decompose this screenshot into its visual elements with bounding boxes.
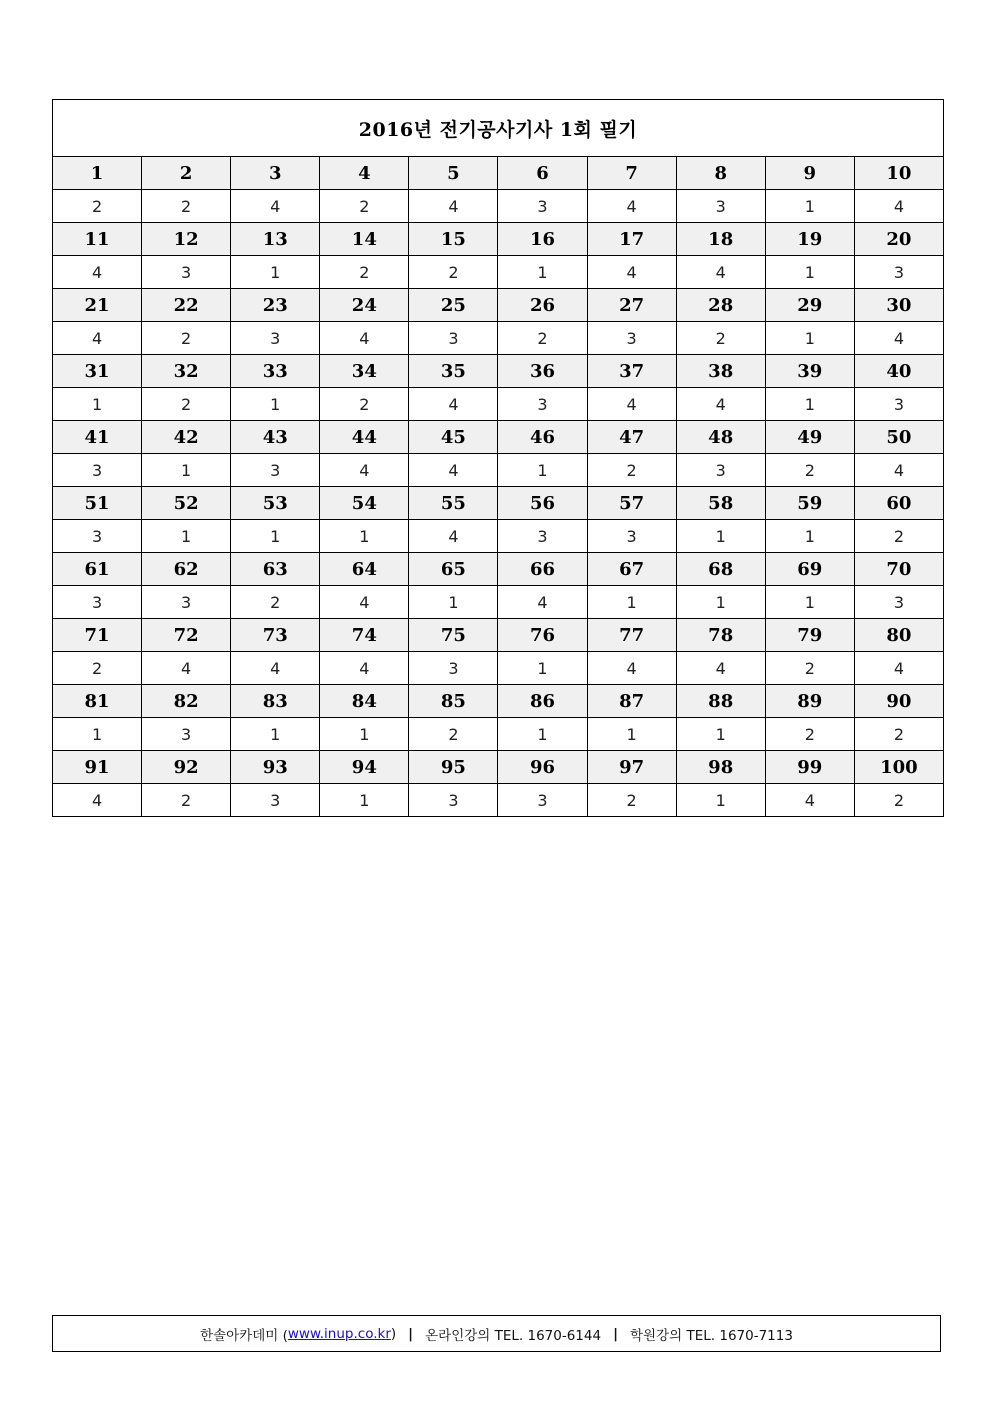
question-number: 10 [854, 157, 943, 190]
question-number: 12 [142, 223, 231, 256]
answer-value: 1 [765, 256, 854, 289]
answer-value: 2 [231, 586, 320, 619]
question-number-row [53, 355, 944, 388]
answer-value: 1 [765, 520, 854, 553]
answer-value: 1 [765, 322, 854, 355]
answer-value: 1 [320, 784, 409, 817]
question-number: 24 [320, 289, 409, 322]
question-number: 90 [854, 685, 943, 718]
question-number: 84 [320, 685, 409, 718]
answer-value: 2 [142, 388, 231, 421]
answer-row [53, 784, 944, 817]
answer-value: 1 [765, 586, 854, 619]
question-number: 16 [498, 223, 587, 256]
question-number: 3 [231, 157, 320, 190]
footer-website-link[interactable]: www.inup.co.kr [287, 1325, 391, 1342]
question-number: 14 [320, 223, 409, 256]
answer-value: 3 [53, 454, 142, 487]
answer-sheet [52, 99, 944, 817]
question-number: 67 [587, 553, 676, 586]
question-number: 28 [676, 289, 765, 322]
answer-value: 2 [320, 388, 409, 421]
question-number: 26 [498, 289, 587, 322]
answer-value: 2 [498, 322, 587, 355]
question-number: 51 [53, 487, 142, 520]
answer-value: 2 [765, 718, 854, 751]
question-number: 17 [587, 223, 676, 256]
answer-value: 3 [142, 256, 231, 289]
answer-value: 4 [53, 322, 142, 355]
question-number: 5 [409, 157, 498, 190]
question-number: 72 [142, 619, 231, 652]
question-number: 81 [53, 685, 142, 718]
answer-value: 4 [854, 322, 943, 355]
question-number: 35 [409, 355, 498, 388]
question-number-row [53, 289, 944, 322]
answer-value: 1 [676, 586, 765, 619]
question-number: 53 [231, 487, 320, 520]
question-number: 52 [142, 487, 231, 520]
question-number-row [53, 685, 944, 718]
question-number: 85 [409, 685, 498, 718]
answer-value: 3 [53, 586, 142, 619]
footer-academy-close: ) [390, 1325, 397, 1342]
answer-value: 1 [231, 256, 320, 289]
answer-value: 2 [53, 190, 142, 223]
answer-value: 4 [320, 454, 409, 487]
answer-value: 2 [854, 784, 943, 817]
question-number: 48 [676, 421, 765, 454]
answer-value: 1 [53, 388, 142, 421]
question-number: 86 [498, 685, 587, 718]
answer-value: 3 [53, 520, 142, 553]
question-number: 9 [765, 157, 854, 190]
answer-value: 4 [587, 256, 676, 289]
question-number: 19 [765, 223, 854, 256]
footer-separator: | [408, 1325, 414, 1342]
answer-row [53, 190, 944, 223]
question-number: 27 [587, 289, 676, 322]
question-number: 58 [676, 487, 765, 520]
question-number: 15 [409, 223, 498, 256]
question-number-row [53, 421, 944, 454]
question-number: 74 [320, 619, 409, 652]
question-number: 1 [53, 157, 142, 190]
answer-value: 4 [409, 388, 498, 421]
question-number: 4 [320, 157, 409, 190]
question-number: 11 [53, 223, 142, 256]
answer-row [53, 586, 944, 619]
answer-value: 4 [320, 652, 409, 685]
question-number: 36 [498, 355, 587, 388]
answer-value: 3 [587, 322, 676, 355]
question-number: 22 [142, 289, 231, 322]
answer-value: 1 [53, 718, 142, 751]
question-number: 62 [142, 553, 231, 586]
question-number: 38 [676, 355, 765, 388]
question-number: 94 [320, 751, 409, 784]
answer-row [53, 652, 944, 685]
question-number: 56 [498, 487, 587, 520]
answer-value: 1 [320, 718, 409, 751]
answer-value: 2 [587, 454, 676, 487]
footer-offline-phone: 학원강의 TEL. 1670-7113 [630, 1327, 793, 1344]
question-number: 39 [765, 355, 854, 388]
question-number-row [53, 223, 944, 256]
answer-value: 4 [53, 256, 142, 289]
answer-value: 3 [854, 586, 943, 619]
question-number: 92 [142, 751, 231, 784]
question-number: 20 [854, 223, 943, 256]
question-number: 99 [765, 751, 854, 784]
question-number: 69 [765, 553, 854, 586]
question-number: 7 [587, 157, 676, 190]
question-number: 37 [587, 355, 676, 388]
answer-value: 2 [765, 652, 854, 685]
question-number: 8 [676, 157, 765, 190]
answer-value: 3 [854, 256, 943, 289]
title-row [53, 100, 944, 157]
answer-value: 4 [320, 586, 409, 619]
answer-value: 3 [498, 388, 587, 421]
answer-value: 1 [498, 454, 587, 487]
question-number: 71 [53, 619, 142, 652]
answer-value: 2 [765, 454, 854, 487]
question-number: 60 [854, 487, 943, 520]
question-number: 97 [587, 751, 676, 784]
answer-value: 1 [498, 652, 587, 685]
answer-value: 4 [854, 652, 943, 685]
question-number: 66 [498, 553, 587, 586]
question-number-row [53, 751, 944, 784]
footer [52, 1315, 941, 1352]
question-number: 91 [53, 751, 142, 784]
answer-value: 4 [676, 652, 765, 685]
question-number: 64 [320, 553, 409, 586]
answer-value: 4 [854, 190, 943, 223]
question-number: 98 [676, 751, 765, 784]
question-number: 21 [53, 289, 142, 322]
answer-value: 1 [498, 256, 587, 289]
question-number: 45 [409, 421, 498, 454]
question-number: 25 [409, 289, 498, 322]
question-number: 6 [498, 157, 587, 190]
question-number: 88 [676, 685, 765, 718]
answer-value: 4 [409, 454, 498, 487]
answer-value: 1 [765, 388, 854, 421]
page-title: 2016년 전기공사기사 1회 필기 [53, 100, 944, 157]
answer-value: 1 [409, 586, 498, 619]
answer-value: 4 [587, 190, 676, 223]
question-number: 87 [587, 685, 676, 718]
answer-value: 4 [587, 652, 676, 685]
question-number-row [53, 619, 944, 652]
question-number: 65 [409, 553, 498, 586]
answer-value: 1 [765, 190, 854, 223]
answer-row [53, 388, 944, 421]
answer-row [53, 322, 944, 355]
answer-value: 2 [409, 718, 498, 751]
question-number: 93 [231, 751, 320, 784]
question-number: 29 [765, 289, 854, 322]
answer-value: 2 [320, 256, 409, 289]
answer-value: 4 [53, 784, 142, 817]
answer-value: 3 [498, 784, 587, 817]
answer-value: 4 [587, 388, 676, 421]
answer-value: 1 [231, 718, 320, 751]
question-number: 23 [231, 289, 320, 322]
answer-value: 4 [676, 256, 765, 289]
answer-value: 3 [676, 190, 765, 223]
question-number: 77 [587, 619, 676, 652]
question-number: 13 [231, 223, 320, 256]
question-number: 18 [676, 223, 765, 256]
answer-value: 3 [231, 784, 320, 817]
answer-value: 3 [231, 322, 320, 355]
question-number: 78 [676, 619, 765, 652]
answer-value: 1 [676, 784, 765, 817]
question-number: 47 [587, 421, 676, 454]
answer-value: 4 [142, 652, 231, 685]
question-number: 79 [765, 619, 854, 652]
question-number: 70 [854, 553, 943, 586]
question-number: 46 [498, 421, 587, 454]
question-number: 73 [231, 619, 320, 652]
question-number: 61 [53, 553, 142, 586]
answer-value: 4 [409, 190, 498, 223]
question-number: 57 [587, 487, 676, 520]
answer-value: 3 [676, 454, 765, 487]
answer-value: 1 [676, 718, 765, 751]
answer-value: 2 [409, 256, 498, 289]
answer-value: 2 [587, 784, 676, 817]
question-number: 54 [320, 487, 409, 520]
question-number: 96 [498, 751, 587, 784]
answer-value: 1 [142, 520, 231, 553]
answer-value: 3 [231, 454, 320, 487]
question-number: 33 [231, 355, 320, 388]
answer-value: 2 [676, 322, 765, 355]
answer-value: 1 [320, 520, 409, 553]
answer-value: 1 [231, 388, 320, 421]
answer-value: 2 [53, 652, 142, 685]
footer-academy: 한솔아카데미 ( [200, 1327, 288, 1344]
answer-value: 2 [854, 718, 943, 751]
answer-value: 1 [142, 454, 231, 487]
question-number: 83 [231, 685, 320, 718]
answer-value: 3 [587, 520, 676, 553]
question-number: 89 [765, 685, 854, 718]
answer-value: 1 [587, 718, 676, 751]
question-number: 100 [854, 751, 943, 784]
answer-row [53, 256, 944, 289]
footer-online-phone: 온라인강의 TEL. 1670-6144 [425, 1327, 602, 1344]
answer-row [53, 454, 944, 487]
question-number: 32 [142, 355, 231, 388]
answer-table [52, 99, 944, 817]
answer-value: 4 [854, 454, 943, 487]
answer-value: 2 [142, 190, 231, 223]
question-number: 75 [409, 619, 498, 652]
answer-value: 4 [231, 652, 320, 685]
footer-separator: | [613, 1325, 619, 1342]
answer-value: 4 [409, 520, 498, 553]
question-number: 95 [409, 751, 498, 784]
question-number: 42 [142, 421, 231, 454]
question-number: 2 [142, 157, 231, 190]
question-number: 82 [142, 685, 231, 718]
question-number: 44 [320, 421, 409, 454]
question-number: 41 [53, 421, 142, 454]
question-number-row [53, 487, 944, 520]
answer-value: 2 [854, 520, 943, 553]
question-number: 43 [231, 421, 320, 454]
answer-value: 4 [765, 784, 854, 817]
answer-value: 3 [498, 190, 587, 223]
answer-value: 1 [676, 520, 765, 553]
question-number: 68 [676, 553, 765, 586]
question-number: 40 [854, 355, 943, 388]
answer-row [53, 520, 944, 553]
answer-value: 4 [320, 322, 409, 355]
answer-value: 4 [676, 388, 765, 421]
answer-value: 1 [498, 718, 587, 751]
answer-value: 4 [231, 190, 320, 223]
answer-value: 1 [587, 586, 676, 619]
question-number: 80 [854, 619, 943, 652]
question-number: 63 [231, 553, 320, 586]
question-number-row [53, 157, 944, 190]
question-number: 55 [409, 487, 498, 520]
question-number: 76 [498, 619, 587, 652]
answer-value: 2 [320, 190, 409, 223]
answer-value: 2 [142, 784, 231, 817]
question-number-row [53, 553, 944, 586]
answer-value: 3 [498, 520, 587, 553]
question-number: 59 [765, 487, 854, 520]
question-number: 34 [320, 355, 409, 388]
answer-value: 4 [498, 586, 587, 619]
answer-value: 1 [231, 520, 320, 553]
answer-value: 3 [409, 322, 498, 355]
question-number: 30 [854, 289, 943, 322]
answer-value: 2 [142, 322, 231, 355]
answer-row [53, 718, 944, 751]
answer-value: 3 [142, 586, 231, 619]
question-number: 49 [765, 421, 854, 454]
answer-value: 3 [854, 388, 943, 421]
question-number: 50 [854, 421, 943, 454]
answer-value: 3 [409, 652, 498, 685]
answer-value: 3 [142, 718, 231, 751]
answer-value: 3 [409, 784, 498, 817]
question-number: 31 [53, 355, 142, 388]
